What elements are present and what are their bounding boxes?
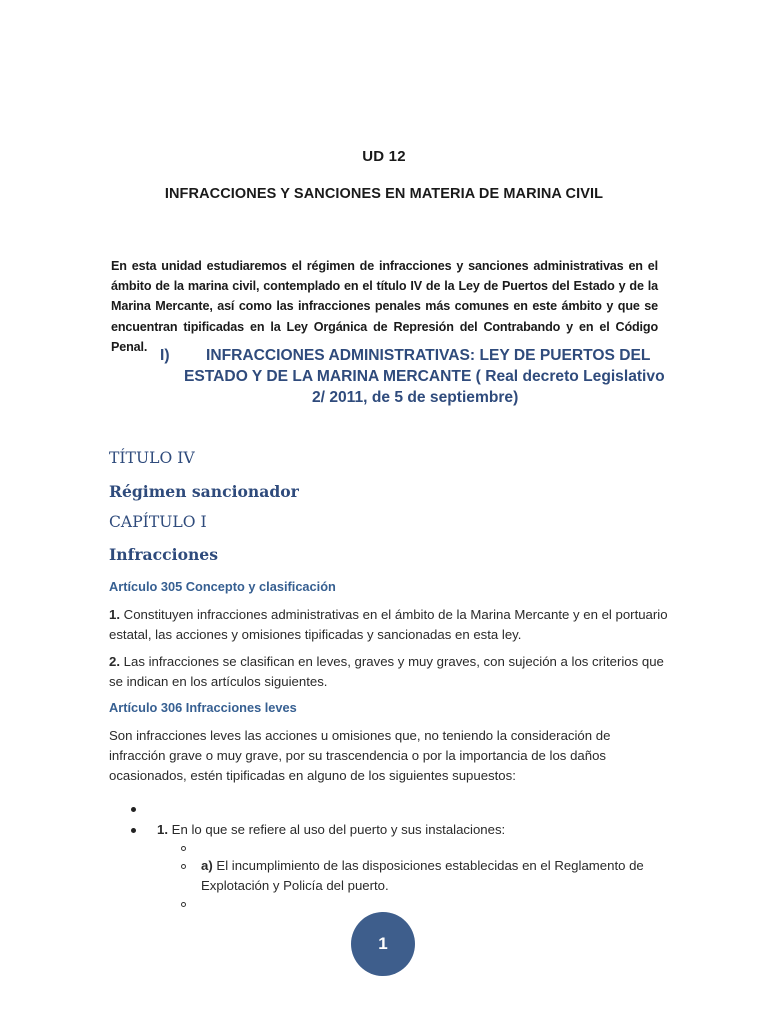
paragraph-number: 2. <box>109 654 120 669</box>
page-number-badge <box>351 912 415 976</box>
paragraph-number: 1. <box>109 607 120 622</box>
sub-item-text: El incumplimiento de las disposiciones establecidas en el Reglamento de Explotación y Policía del puerto. <box>201 858 644 893</box>
section-heading-line-2: ESTADO Y DE LA MARINA MERCANTE ( Real decreto Legislativo <box>184 368 665 385</box>
sub-list-item <box>201 856 661 896</box>
infracciones-heading: Infracciones <box>109 545 219 564</box>
titulo-heading: TÍTULO IV <box>109 449 195 467</box>
section-heading-line-1: INFRACCIONES ADMINISTRATIVAS: LEY DE PUERTOS DEL <box>206 347 651 364</box>
document-title: INFRACCIONES Y SANCIONES EN MATERIA DE MARINA CIVIL <box>164 186 604 202</box>
paragraph-text: Las infracciones se clasifican en leves, graves y muy graves, con sujeción a los criterios que se indican en los artículos siguientes. <box>109 654 664 689</box>
intro-paragraph: En esta unidad estudiaremos el régimen de infracciones y sanciones administrativas en el ámbito de la marina civil, contemplado en el título IV de la Ley de Puertos del Estado y de la Marina Mercante, así como las infracciones penales más comunes en este ámbito y que se encuentran tipificadas en la Ley Orgánica de Represión del Contrabando y en el Código Penal. <box>111 259 658 354</box>
section-number: I) <box>160 347 170 364</box>
item-text: En lo que se refiere al uso del puerto y sus instalaciones: <box>168 822 506 837</box>
section-heading-line-3: 2/ 2011, de 5 de septiembre) <box>312 389 519 406</box>
item-number: 1. <box>157 822 168 837</box>
bullet-icon <box>131 807 136 812</box>
page-number: 1 <box>378 934 388 953</box>
regimen-heading: Régimen sancionador <box>109 482 299 501</box>
bullet-icon <box>131 828 136 833</box>
unit-label: UD 12 <box>362 148 406 165</box>
article-305-title: Artículo 305 Concepto y clasificación <box>109 579 336 594</box>
sub-bullet-icon <box>181 846 186 851</box>
list-item <box>157 820 657 840</box>
capitulo-heading: CAPÍTULO I <box>109 513 207 531</box>
sub-item-letter: a) <box>201 858 213 873</box>
article-306-title: Artículo 306 Infracciones leves <box>109 700 297 715</box>
sub-bullet-icon <box>181 864 186 869</box>
article-306-intro: Son infracciones leves las acciones u omisiones que, no teniendo la consideración de infracción grave o muy grave, por su trascendencia o por la importancia de los daños ocasionados, estén tipificadas en alguno de los siguientes supuestos: <box>109 728 611 783</box>
article-305-paragraph-2 <box>109 652 669 692</box>
sub-bullet-icon <box>181 902 186 907</box>
paragraph-text: Constituyen infracciones administrativas en el ámbito de la Marina Mercante y en el portuario estatal, las acciones y omisiones tipificadas y sancionadas en esta ley. <box>109 607 668 642</box>
article-305-paragraph-1 <box>109 605 669 645</box>
